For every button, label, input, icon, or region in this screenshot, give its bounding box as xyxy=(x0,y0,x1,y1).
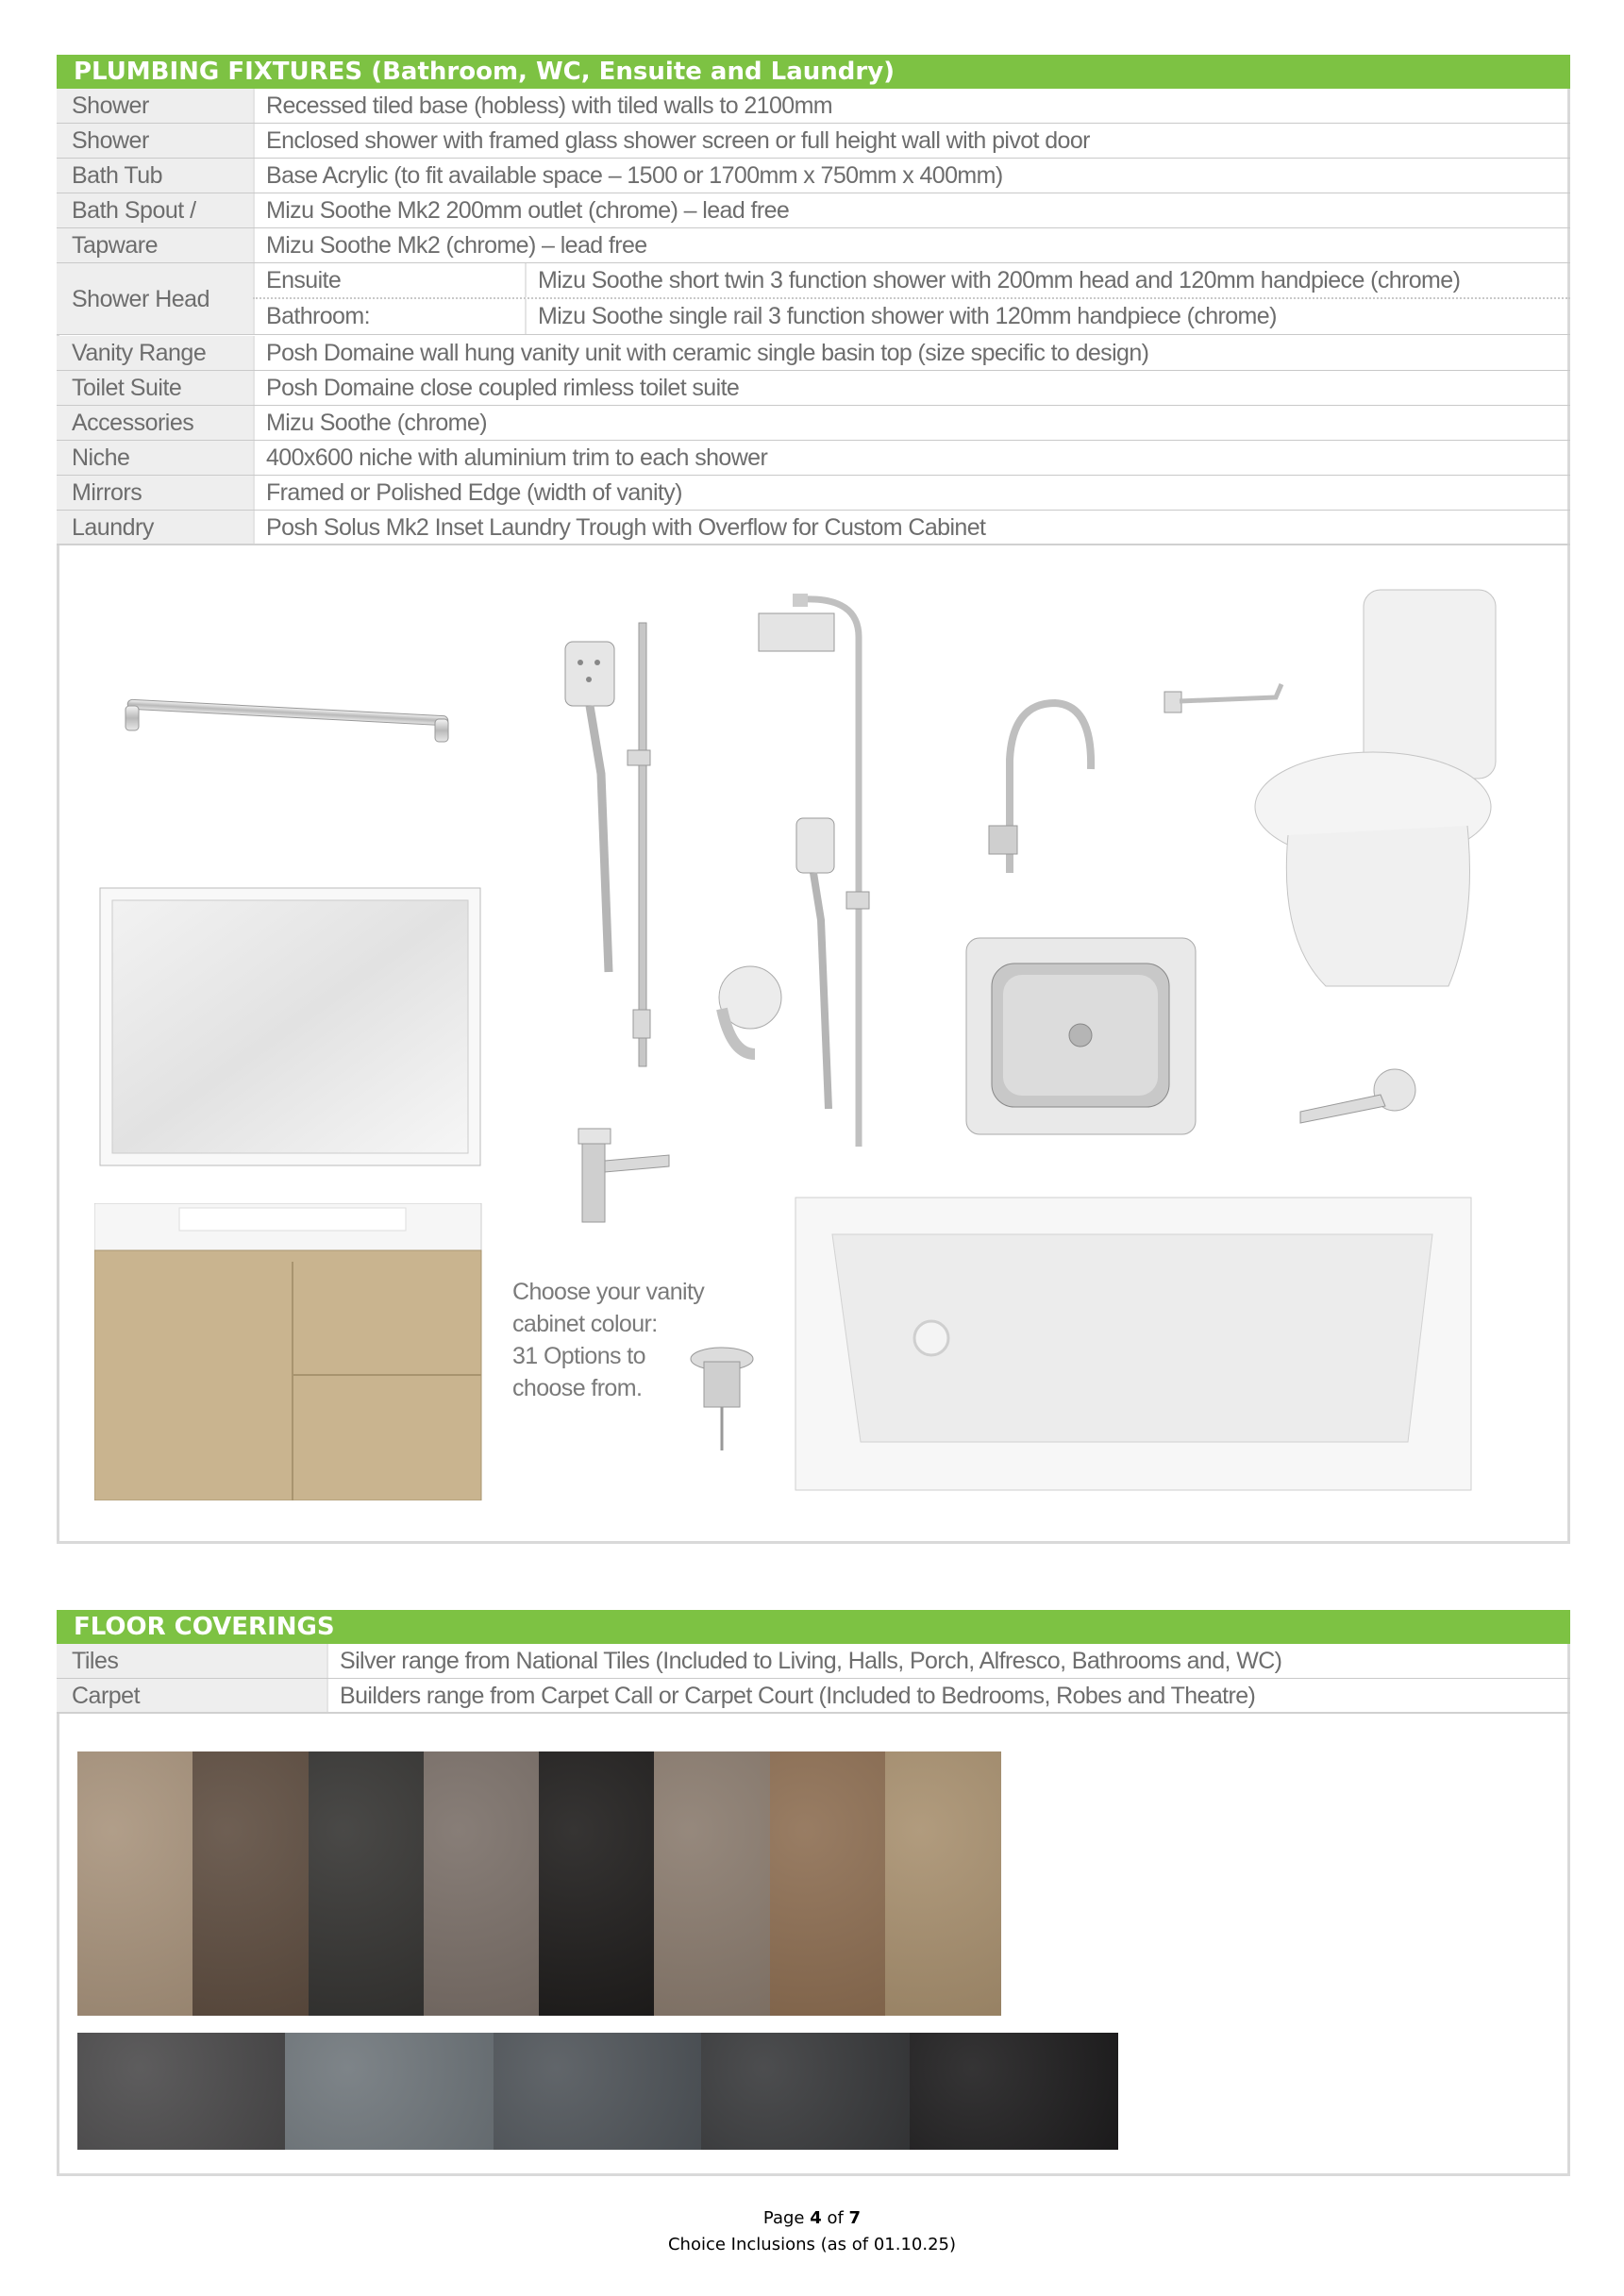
row-value: Posh Domaine wall hung vanity unit with ceramic single basin top (size specific to design) xyxy=(253,336,1148,370)
row-label: Laundry xyxy=(57,511,253,544)
basin-waste-image xyxy=(687,1345,758,1453)
row-value: 400x600 niche with aluminium trim to each shower xyxy=(253,441,767,475)
row-label: Mirrors xyxy=(57,476,253,510)
row-value: Recessed tiled base (hobless) with tiled walls to 2100mm xyxy=(253,89,832,123)
carpet-swatch xyxy=(654,1751,770,2016)
carpet-swatch xyxy=(885,1751,1001,2016)
row-label: Bath Tub xyxy=(57,159,253,193)
row-value: Mizu Soothe (chrome) xyxy=(253,406,487,440)
table-row xyxy=(57,89,1570,124)
bath-tub-image xyxy=(795,1197,1472,1491)
carpet-swatches-row1 xyxy=(77,1751,1000,2016)
twin-shower-image xyxy=(755,580,873,1165)
ensuite-label: Ensuite xyxy=(253,263,525,297)
row-value: Base Acrylic (to fit available space – 1500 or 1700mm x 750mm x 400mm) xyxy=(253,159,1003,193)
table-row xyxy=(57,476,1570,511)
table-row xyxy=(253,263,1570,299)
table-row xyxy=(57,124,1570,159)
table-row xyxy=(57,193,1570,228)
carpet-swatch xyxy=(910,2033,1118,2150)
row-value: Mizu Soothe Mk2 (chrome) – lead free xyxy=(253,228,647,262)
table-row xyxy=(57,228,1570,263)
bathroom-value: Mizu Soothe single rail 3 function shower with 120mm handpiece (chrome) xyxy=(525,299,1277,334)
carpet-swatches-row2 xyxy=(77,2033,1117,2150)
page-total: 7 xyxy=(848,2208,862,2228)
bath-spout-image xyxy=(1291,1057,1418,1132)
laundry-trough-image xyxy=(965,937,1197,1135)
footer-note: Choice Inclusions (as of 01.10.25) xyxy=(667,2235,956,2254)
carpet-swatch xyxy=(701,2033,910,2150)
table-row xyxy=(57,159,1570,193)
row-value: Silver range from National Tiles (Included to Living, Halls, Porch, Alfresco, Bathrooms and, WC) xyxy=(326,1644,1281,1678)
carpet-swatch xyxy=(770,1751,886,2016)
row-value: Framed or Polished Edge (width of vanity) xyxy=(253,476,682,510)
floor-header: FLOOR COVERINGS xyxy=(57,1610,1570,1644)
basin-mixer-image xyxy=(571,1123,679,1227)
carpet-swatch xyxy=(309,1751,425,2016)
carpet-swatch xyxy=(539,1751,655,2016)
row-label: Tiles xyxy=(57,1644,326,1678)
vanity-colour-caption xyxy=(512,1276,704,1404)
ensuite-value: Mizu Soothe short twin 3 function shower with 200mm head and 120mm handpiece (chrome) xyxy=(525,263,1460,297)
row-value: Enclosed shower with framed glass shower screen or full height wall with pivot door xyxy=(253,124,1090,158)
table-row xyxy=(57,1679,1570,1714)
table-row xyxy=(57,1644,1570,1679)
carpet-swatch xyxy=(494,2033,702,2150)
page-of: of xyxy=(821,2208,849,2228)
row-value: Posh Domaine close coupled rimless toilet suite xyxy=(253,371,739,405)
carpet-swatch xyxy=(193,1751,309,2016)
table-row xyxy=(57,511,1570,545)
bathroom-label: Bathroom: xyxy=(253,299,525,334)
table-row xyxy=(57,406,1570,441)
row-label: Carpet xyxy=(57,1679,326,1712)
sink-mixer-image xyxy=(961,694,1102,882)
caption-line: cabinet colour: xyxy=(512,1311,658,1337)
table-row xyxy=(253,299,1570,335)
page-number xyxy=(0,2208,1624,2228)
row-label: Tapware xyxy=(57,228,253,262)
row-value: Posh Solus Mk2 Inset Laundry Trough with Overflow for Custom Cabinet xyxy=(253,511,985,544)
table-row xyxy=(57,441,1570,476)
page-current: 4 xyxy=(810,2208,822,2228)
toilet-suite-image xyxy=(1231,580,1505,1005)
row-value: Mizu Soothe Mk2 200mm outlet (chrome) – lead free xyxy=(253,193,789,227)
caption-line: 31 Options to xyxy=(512,1343,645,1369)
row-label: Vanity Range xyxy=(57,336,253,370)
row-label: Shower Head xyxy=(57,263,253,334)
caption-line: choose from. xyxy=(512,1375,643,1401)
towel-rail-image xyxy=(118,698,458,746)
row-label: Niche xyxy=(57,441,253,475)
carpet-swatch xyxy=(77,2033,286,2150)
row-label: Accessories xyxy=(57,406,253,440)
mirror-image xyxy=(99,887,481,1166)
rail-shower-image xyxy=(552,613,656,1076)
row-value: Builders range from Carpet Call or Carpet Court (Included to Bedrooms, Robes and Theatre) xyxy=(326,1679,1255,1712)
row-label: Toilet Suite xyxy=(57,371,253,405)
row-label: Bath Spout / xyxy=(57,193,253,227)
carpet-swatch xyxy=(77,1751,193,2016)
carpet-swatch xyxy=(285,2033,494,2150)
carpet-swatch xyxy=(424,1751,540,2016)
row-label: Shower xyxy=(57,89,253,123)
wall-mixer-image xyxy=(703,960,783,1064)
page-prefix: Page xyxy=(762,2208,811,2228)
vanity-unit-image xyxy=(94,1203,510,1500)
plumbing-header: PLUMBING FIXTURES (Bathroom, WC, Ensuite and Laundry) xyxy=(57,55,1570,89)
table-row xyxy=(57,336,1570,371)
caption-line: Choose your vanity xyxy=(512,1279,705,1305)
table-row xyxy=(57,371,1570,406)
row-label: Shower xyxy=(57,124,253,158)
